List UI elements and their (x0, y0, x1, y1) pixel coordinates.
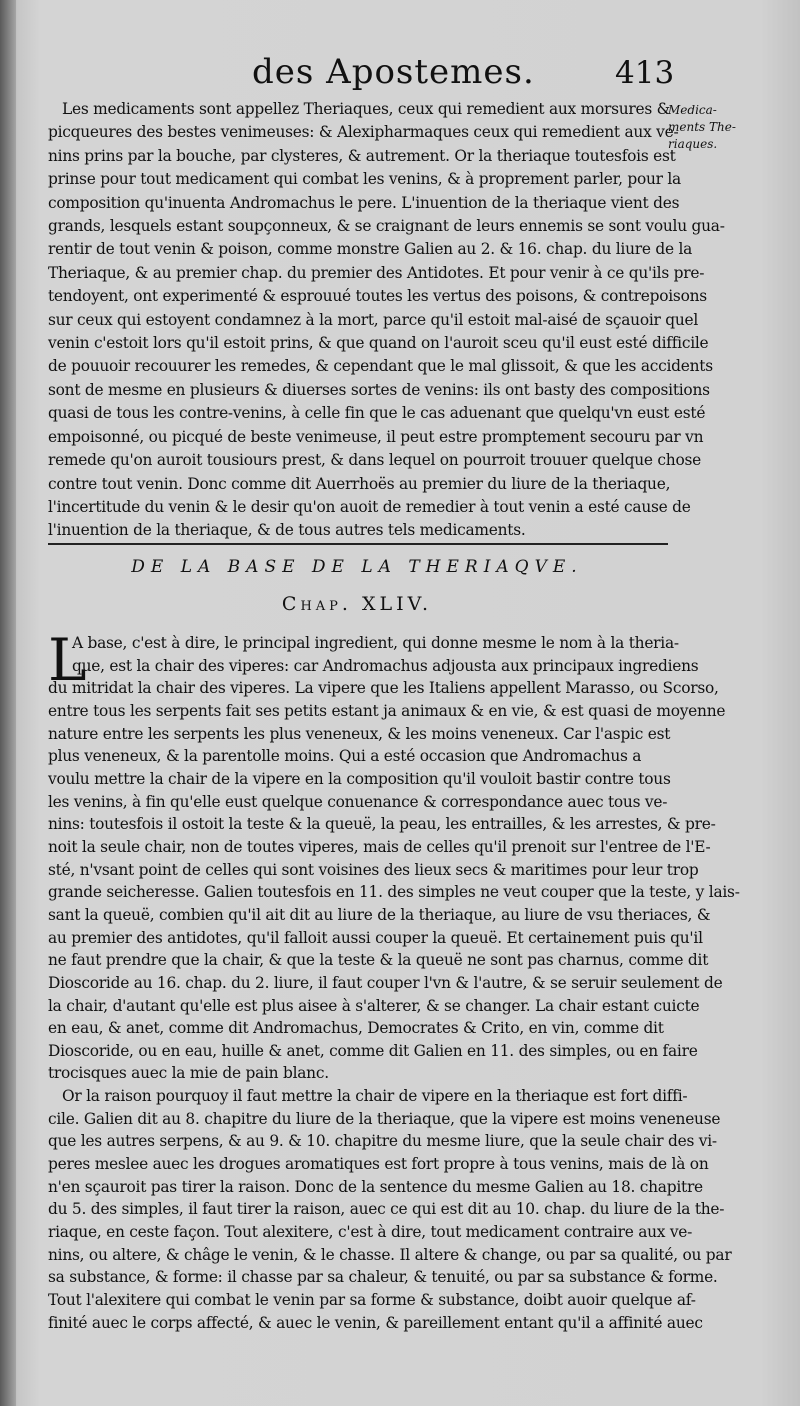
text-line: au premier des antidotes, qu'il falloit aussi couper la queuë. Et certainement puis qu'il (48, 928, 703, 947)
margin-note-line: riaques. (668, 137, 718, 151)
text-line: trocisques auec la mie de pain blanc. (48, 1064, 329, 1083)
text-line: du 5. des simples, il faut tirer la raison, auec ce qui est dit au 10. chap. du liure de la the- (48, 1200, 725, 1219)
text-line: Tout l'alexitere qui combat le venin par sa forme & substance, doibt auoir quelque af- (48, 1291, 696, 1310)
text-line: peres meslee auec les drogues aromatiques est fort propre à tous venins, mais de là on (48, 1155, 709, 1174)
text-line: sa substance, & forme: il chasse par sa chaleur, & tenuité, ou par sa substance & forme. (48, 1268, 718, 1287)
text-line: grande seicheresse. Galien toutesfois en 11. des simples ne veut couper que la teste, y lais- (48, 883, 740, 902)
text-line: sont de mesme en plusieurs & diuerses sortes de venins: ils ont basty des compositions (48, 380, 710, 399)
chapter-title: Chap. XLIV. (281, 593, 433, 615)
text-line: grands, lesquels estant soupçonneux, & se craignant de leurs ennemis se sont voulu gua- (48, 217, 725, 236)
drop-cap: L (48, 626, 87, 694)
running-head (0, 50, 800, 94)
text-line: n'en sçauroit pas tirer la raison. Donc de la sentence du mesme Galien au 18. chapitre (48, 1177, 703, 1196)
text-line: empoisonné, ou picqué de beste venimeuse, il peut estre promptement secouru par vn (48, 427, 704, 446)
text-line: picqueures des bestes venimeuses: & Alexipharmaques ceux qui remedient aux ve- (48, 123, 679, 142)
text-line: nins prins par la bouche, par clysteres, & autrement. Or la theriaque toutesfois est (48, 146, 676, 165)
text-line: A base, c'est à dire, le principal ingredient, qui donne mesme le nom à la theria- (72, 634, 679, 652)
text-line: nins, ou altere, & châge le venin, & le chasse. Il altere & change, ou par sa qualité, ou par (48, 1245, 732, 1264)
text-line: venin c'estoit lors qu'il estoit prins, & que quand on l'auroit sceu qu'il eust esté difficile (48, 334, 709, 353)
text-line: rentir de tout venin & poison, comme monstre Galien au 2. & 16. chap. du liure de la (48, 240, 693, 259)
text-line: ne faut prendre que la chair, & que la teste & la queuë ne sont pas charnus, comme dit (48, 951, 709, 970)
text-line: remede qu'on auroit tousiours prest, & dans lequel on pourroit trouuer quelque chose (48, 451, 701, 470)
text-line: Dioscoride, ou en eau, huille & anet, comme dit Galien en 11. des simples, ou en faire (48, 1041, 698, 1060)
text-line: que les autres serpens, & au 9. & 10. chapitre du mesme liure, que la seule chair des vi- (48, 1132, 717, 1151)
text-line: quasi de tous les contre-venins, à celle fin que le cas aduenant que quelqu'vn eust esté (48, 404, 706, 423)
text-line: prinse pour tout medicament qui combat les venins, & à proprement parler, pour la (48, 170, 681, 189)
text-line: finité auec le corps affecté, & auec le venin, & pareillement entant qu'il a affinité auec (48, 1313, 703, 1332)
chapter-text (48, 626, 740, 1334)
text-line: que, est la chair des viperes: car Andromachus adjousta aux principaux ingrediens (72, 656, 699, 675)
page-number: 413 (615, 55, 675, 91)
text-line: Les medicaments sont appellez Theriaques, ceux qui remedient aux morsures & (62, 100, 671, 118)
text-line: l'inuention de la theriaque, & de tous autres tels medicaments. (48, 521, 526, 540)
text-line: tendoyent, ont experimenté & esprouué toutes les vertus des poisons, & contrepoisons (48, 287, 707, 306)
margin-note-line: ments The- (668, 120, 736, 134)
text-line: riaque, en ceste façon. Tout alexitere, c'est à dire, tout medicament contraire aux ve- (48, 1223, 693, 1242)
running-head-title: des Apostemes. (252, 52, 535, 92)
text-line: cile. Galien dit au 8. chapitre du liure de la theriaque, que la vipere est moins veneneuse (48, 1109, 721, 1128)
text-line: sur ceux qui estoyent condamnez à la mort, parce qu'il estoit mal-aisé de sçauoir quel (48, 310, 699, 329)
text-line: l'incertitude du venin & le desir qu'on auoit de remedier à tout venin a esté cause de (48, 497, 691, 516)
margin-note-line: Medica- (668, 103, 717, 117)
text-line: en eau, & anet, comme dit Andromachus, Democrates & Crito, en vin, comme dit (48, 1019, 664, 1038)
text-line: voulu mettre la chair de la vipere en la composition qu'il vouloit bastir contre tous (48, 769, 671, 788)
text-line: contre tout venin. Donc comme dit Auerrhoës au premier du liure de la theriaque, (48, 474, 671, 493)
text-line: les venins, à fin qu'elle eust quelque conuenance & correspondance auec tous ve- (48, 792, 668, 811)
text-line: Or la raison pourquoy il faut mettre la chair de vipere en la theriaque est fort diffi- (62, 1087, 688, 1106)
text-line: composition qu'inuenta Andromachus le pere. L'inuention de la theriaque vient des (48, 193, 680, 212)
section-rule (48, 543, 668, 545)
text-line: sté, n'vsant point de celles qui sont voisines des lieux secs & maritimes pour leur trop (48, 860, 699, 879)
text-line: sant la queuë, combien qu'il ait dit au liure de la theriaque, au liure de vsu theriaces, & (48, 905, 711, 924)
text-line: plus veneneux, & la parentolle moins. Qui a esté occasion que Andromachus a (48, 747, 642, 766)
margin-note (668, 102, 748, 153)
text-line: Theriaque, & au premier chap. du premier des Antidotes. Et pour venir à ce qu'ils pre- (48, 263, 705, 282)
text-line: la chair, d'autant qu'elle est plus aisee à s'alterer, & se changer. La chair estant cuicte (48, 996, 700, 1015)
text-line: entre tous les serpents fait ses petits estant ja animaux & en vie, & est quasi de moyenne (48, 701, 726, 720)
text-line: nins: toutesfois il ostoit la teste & la queuë, la peau, les entrailles, & les arrestes, & pre- (48, 815, 716, 834)
section-title: DE LA BASE DE LA THERIAQVE. (131, 557, 583, 577)
text-line: de pouuoir recouurer les remedes, & cependant que le mal glissoit, & que les accidents (48, 357, 713, 376)
text-line: du mitridat la chair des viperes. La vipere que les Italiens appellent Marasso, ou Scorso, (48, 679, 719, 698)
text-line: nature entre les serpents les plus veneneux, & les moins veneneux. Car l'aspic est (48, 724, 671, 743)
text-line: Dioscoride au 16. chap. du 2. liure, il faut couper l'vn & l'autre, & se seruir seulement de (48, 973, 723, 992)
text-line: noit la seule chair, non de toutes viperes, mais de celles qu'il prenoit sur l'entree de l'E- (48, 837, 711, 856)
